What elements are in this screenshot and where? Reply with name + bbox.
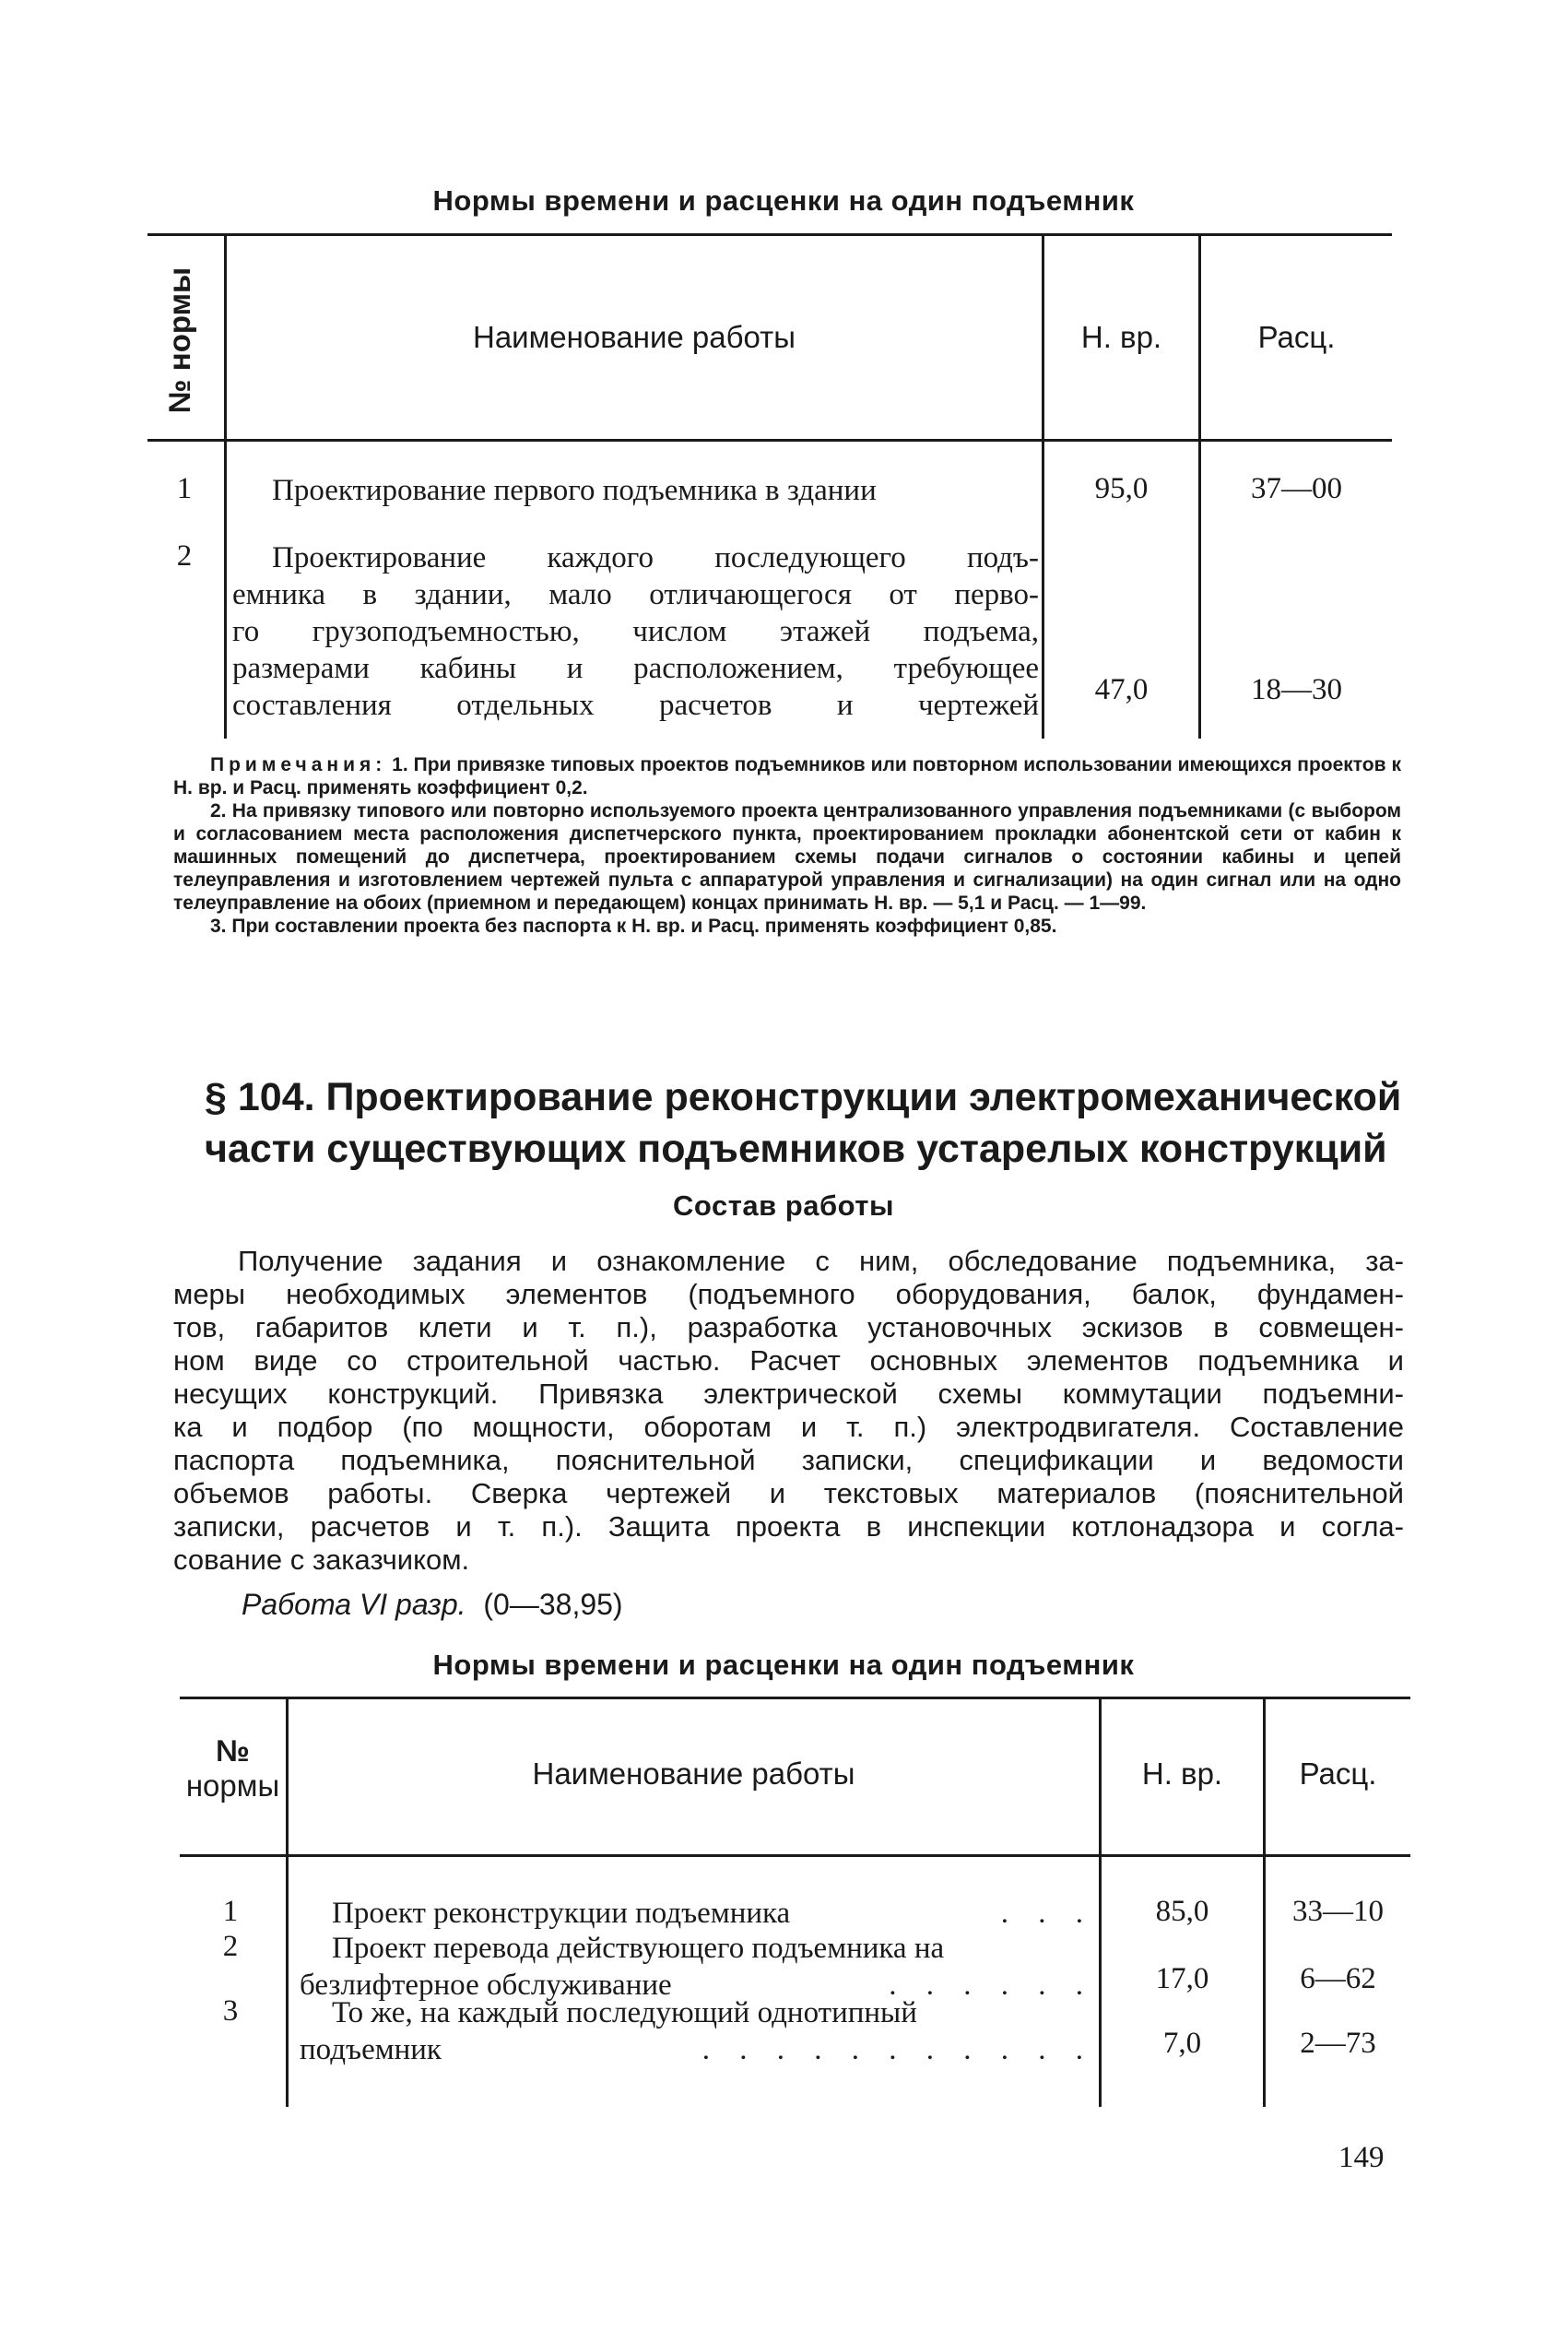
table2-row1-nvr: 85,0: [1155, 1895, 1209, 1928]
table2-row3-name-line: То же, на каждый последующий однотипный: [332, 1996, 917, 2029]
table1-header-name: Наименование работы: [473, 320, 796, 354]
work-grade-label: Работа VI разр.: [242, 1588, 466, 1621]
section-heading-line2: части существующих подъемников устарелых конструкций: [205, 1127, 1387, 1171]
table2-header-nvr: Н. вр.: [1141, 1756, 1223, 1791]
table2-row3-name: [300, 1994, 1094, 2068]
table1-row2-name: [232, 539, 1039, 724]
table1-row2-name-line: составления отдельных расчетов и чертежей: [232, 689, 1039, 722]
table2-row3-name-line2: [300, 2031, 1094, 2068]
note-3: 3. При составлении проекта без паспорта к Н. вр. и Расц. применять коэффициент 0,85.: [210, 916, 1057, 937]
section-subheading: Состав работы: [673, 1189, 894, 1222]
table2-row1-name: [300, 1895, 1094, 1932]
table2-row1-name-line: Проект реконструкции подъемника: [332, 1897, 791, 1930]
table2-row2-name: [300, 1930, 1094, 2004]
table1-row2-no: 2: [176, 539, 193, 573]
table2-top-rule: [180, 1697, 1410, 1699]
table1-col-divider-1: [224, 236, 227, 739]
table2-header-no: [180, 1733, 286, 1804]
table1-row1-rasc: 37—00: [1251, 472, 1342, 505]
table1-top-rule: [147, 233, 1392, 236]
body-line: тов, габаритов клети и т. п.), разработка установочных эскизов в совмещен-: [173, 1311, 1404, 1343]
work-grade: [242, 1588, 623, 1622]
note-1-text: 1. При привязке типовых проектов подъемников или повторном использовании имеющихся проектов к Н. вр. и Расц. применять коэффициент 0,2.: [173, 754, 1401, 798]
table1-header-rule: [147, 439, 1392, 442]
table2-row2-rasc: 6—62: [1300, 1962, 1376, 1995]
table1-row1-name-line: Проектирование первого подъемника в здании: [272, 474, 877, 507]
table1-row2-rasc: 18—30: [1251, 673, 1342, 706]
note-1: [173, 753, 1401, 799]
body-line: записки, расчетов и т. п.). Защита проекта в инспекции котлонадзора и согла-: [173, 1510, 1404, 1543]
table2-header-rasc: Расц.: [1299, 1756, 1377, 1791]
table1-row2-nvr: 47,0: [1094, 673, 1149, 706]
body-line: ном виде со строительной частью. Расчет основных элементов подъемника и: [173, 1344, 1404, 1377]
table2-row1-rasc: 33—10: [1292, 1895, 1384, 1928]
page-number: 149: [1338, 2141, 1385, 2174]
table2-header-no-line1: №: [216, 1733, 250, 1768]
body-line: паспорта подъемника, пояснительной записки, спецификации и ведомости: [173, 1444, 1404, 1476]
table1-caption: Нормы времени и расценки на один подъемник: [432, 184, 1135, 217]
body-line: сование с заказчиком.: [173, 1543, 470, 1576]
table2-row2-no: 2: [222, 1930, 239, 1963]
table2-header-no-line2: нормы: [185, 1768, 280, 1803]
table1-row2-name-line: емника в здании, мало отличающегося от перво-: [232, 578, 1039, 611]
body-line: ка и подбор (по мощности, оборотам и т. п.) электродвигателя. Составление: [173, 1411, 1404, 1443]
table2-row3-dots: . . . . . . . . . . .: [701, 2033, 1094, 2066]
body-line: меры необходимых элементов (подъемного оборудования, балок, фундамен-: [173, 1278, 1404, 1310]
table2-row2-name-line: Проект перевода действующего подъемника на: [332, 1932, 945, 1965]
table1-header-rasc: Расц.: [1257, 320, 1336, 354]
section-heading-line1: § 104. Проектирование реконструкции электромеханической: [205, 1075, 1402, 1119]
table2-row3-no: 3: [222, 1994, 239, 2028]
table2-row3-name-text: подъемник: [300, 2033, 442, 2066]
notes-block: [173, 753, 1401, 938]
table1-header-no: № нормы: [162, 266, 196, 414]
table1-row2-name-line: Проектирование каждого последующего подъ-: [272, 541, 1039, 574]
body-line: несущих конструкций. Привязка электрической схемы коммутации подъемни-: [173, 1378, 1404, 1410]
note-2: 2. На привязку типового или повторно используемого проекта централизованного управления подъемниками (с выбором и согласованием места расположения диспетчерского пункта, проектированием прокладки абонентской сети от кабин к машинных помещений до диспетчера, проектированием схемы подачи сигналов о состоянии кабины и цепей телеуправления и изготовлением чертежей пульта с аппаратурой управления и сигнализации) на один сигнал или на одно телеуправление на обоих (приемном и передающем) концах принимать Н. вр. — 5,1 и Расц. — 1—99.: [173, 800, 1401, 914]
table2-row2-dots: . . . . . .: [889, 1969, 1094, 2002]
table1-header-nvr: Н. вр.: [1080, 320, 1162, 354]
notes-label: Примечания:: [210, 754, 387, 775]
table1-row2-name-line: го грузоподъемностью, числом этажей подъема,: [232, 615, 1039, 648]
table2-header-rule: [180, 1854, 1410, 1857]
table2-caption: Нормы времени и расценки на один подъемник: [432, 1649, 1135, 1681]
table2-row2-nvr: 17,0: [1155, 1962, 1209, 1995]
table1-row2-name-line: размерами кабины и расположением, требующее: [232, 652, 1039, 685]
table2-header-name: Наименование работы: [532, 1756, 855, 1791]
table1-row1-no: 1: [176, 472, 193, 505]
section-heading: [205, 1071, 1403, 1175]
table2-row3-rasc: 2—73: [1300, 2027, 1376, 2060]
body-line: объемов работы. Сверка чертежей и текстовых материалов (пояснительной: [173, 1477, 1404, 1509]
body-line: Получение задания и ознакомление с ним, обследование подъемника, за-: [238, 1245, 1404, 1277]
table1-row1-name: [272, 472, 1032, 509]
table2-row3-nvr: 7,0: [1162, 2027, 1202, 2060]
table1-row1-nvr: 95,0: [1094, 472, 1149, 505]
work-grade-value: (0—38,95): [483, 1588, 623, 1621]
table2-row1-dots: . . .: [1000, 1897, 1094, 1930]
section-body: [173, 1245, 1404, 1577]
table2-row1-no: 1: [222, 1895, 239, 1928]
table2-row2-name-text: безлифтерное обслуживание: [300, 1969, 672, 2002]
